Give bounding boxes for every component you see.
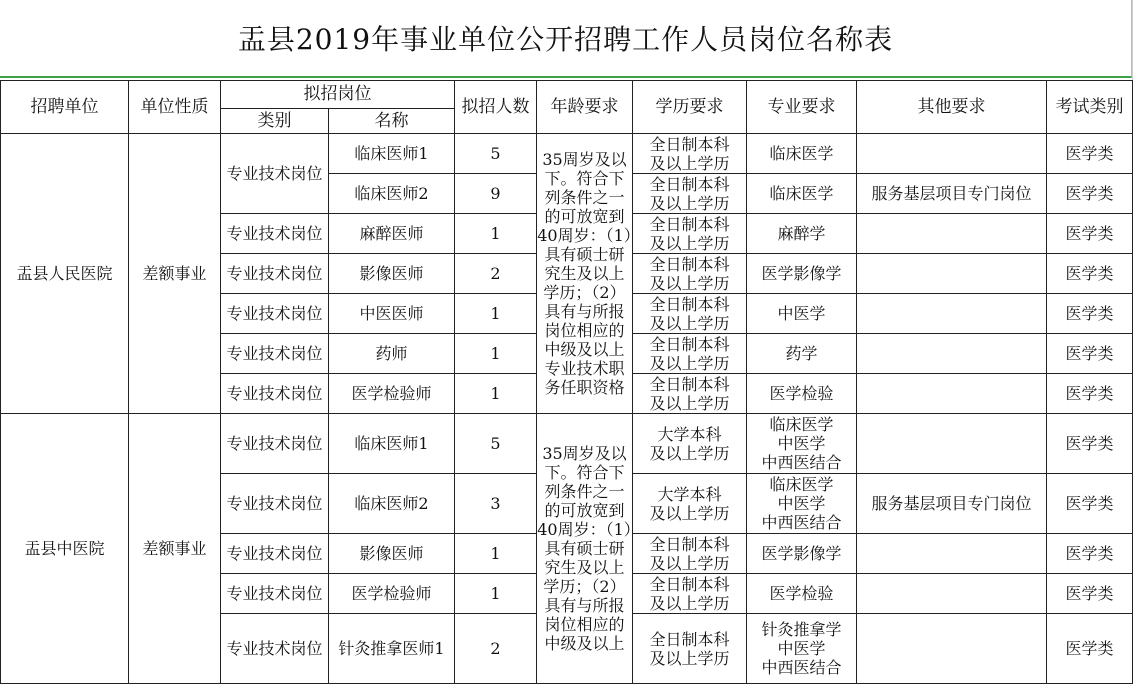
other-requirement-cell [857,214,1047,254]
category-cell: 专业技术岗位 [221,134,329,214]
exam-type-cell: 医学类 [1047,534,1133,574]
exam-type-cell: 医学类 [1047,254,1133,294]
name-cell: 临床医师1 [329,414,455,474]
other-requirement-cell [857,374,1047,414]
exam-type-cell: 医学类 [1047,294,1133,334]
education-cell: 全日制本科 及以上学历 [633,294,747,334]
header-category: 类别 [221,109,329,134]
exam-type-cell: 医学类 [1047,614,1133,684]
education-cell: 全日制本科 及以上学历 [633,374,747,414]
category-cell: 专业技术岗位 [221,614,329,684]
education-cell: 全日制本科 及以上学历 [633,334,747,374]
other-requirement-cell: 服务基层项目专门岗位 [857,474,1047,534]
name-cell: 麻醉医师 [329,214,455,254]
exam-type-cell: 医学类 [1047,334,1133,374]
education-cell: 全日制本科 及以上学历 [633,534,747,574]
education-cell: 大学本科 及以上学历 [633,414,747,474]
category-cell: 专业技术岗位 [221,334,329,374]
category-cell: 专业技术岗位 [221,294,329,334]
major-cell: 麻醉学 [747,214,857,254]
major-cell: 医学检验 [747,374,857,414]
education-cell: 全日制本科 及以上学历 [633,614,747,684]
count-cell: 5 [455,134,537,174]
name-cell: 针灸推拿医师1 [329,614,455,684]
category-cell: 专业技术岗位 [221,374,329,414]
header-position-group: 拟招岗位 [221,81,455,109]
exam-type-cell: 医学类 [1047,174,1133,214]
age-requirement-cell: 35周岁及以下。符合下列条件之一的可放宽到40周岁：（1）具有硕士研究生及以上学历；（2）具有与所报岗位相应的中级及以上专业技术职务任职资格 [537,134,633,414]
count-cell: 1 [455,294,537,334]
education-cell: 全日制本科 及以上学历 [633,574,747,614]
count-cell: 2 [455,614,537,684]
count-cell: 5 [455,414,537,474]
header-name: 名称 [329,109,455,134]
count-cell: 1 [455,534,537,574]
name-cell: 医学检验师 [329,374,455,414]
name-cell: 影像医师 [329,254,455,294]
count-cell: 3 [455,474,537,534]
age-requirement-cell: 35周岁及以下。符合下列条件之一的可放宽到40周岁：（1）具有硕士研究生及以上学历；（2）具有与所报岗位相应的中级及以上 [537,414,633,684]
name-cell: 临床医师2 [329,474,455,534]
header-unit: 招聘单位 [1,81,129,134]
education-cell: 全日制本科 及以上学历 [633,254,747,294]
major-cell: 医学影像学 [747,534,857,574]
name-cell: 临床医师2 [329,174,455,214]
major-cell: 临床医学 [747,134,857,174]
name-cell: 医学检验师 [329,574,455,614]
table-row [1,134,1133,174]
major-cell: 医学影像学 [747,254,857,294]
category-cell: 专业技术岗位 [221,474,329,534]
other-requirement-cell [857,334,1047,374]
other-requirement-cell: 服务基层项目专门岗位 [857,174,1047,214]
header-age: 年龄要求 [537,81,633,134]
other-requirement-cell [857,134,1047,174]
education-cell: 全日制本科 及以上学历 [633,134,747,174]
header-education: 学历要求 [633,81,747,134]
count-cell: 1 [455,574,537,614]
major-cell: 针灸推拿学 中医学 中西医结合 [747,614,857,684]
other-requirement-cell [857,414,1047,474]
count-cell: 2 [455,254,537,294]
exam-type-cell: 医学类 [1047,374,1133,414]
name-cell: 药师 [329,334,455,374]
header-nature: 单位性质 [129,81,221,134]
nature-cell: 差额事业 [129,414,221,684]
header-count: 拟招人数 [455,81,537,134]
header-exam: 考试类别 [1047,81,1133,134]
education-cell: 全日制本科 及以上学历 [633,174,747,214]
other-requirement-cell [857,614,1047,684]
unit-cell: 盂县人民医院 [1,134,129,414]
category-cell: 专业技术岗位 [221,254,329,294]
header-row-1 [1,81,1133,109]
major-cell: 中医学 [747,294,857,334]
count-cell: 1 [455,334,537,374]
category-cell: 专业技术岗位 [221,574,329,614]
positions-table [0,80,1133,684]
major-cell: 医学检验 [747,574,857,614]
count-cell: 1 [455,374,537,414]
exam-type-cell: 医学类 [1047,134,1133,174]
name-cell: 中医医师 [329,294,455,334]
major-cell: 临床医学 中医学 中西医结合 [747,474,857,534]
header-other: 其他要求 [857,81,1047,134]
unit-cell: 盂县中医院 [1,414,129,684]
other-requirement-cell [857,534,1047,574]
major-cell: 临床医学 [747,174,857,214]
exam-type-cell: 医学类 [1047,574,1133,614]
category-cell: 专业技术岗位 [221,414,329,474]
category-cell: 专业技术岗位 [221,534,329,574]
table-row [1,414,1133,474]
count-cell: 1 [455,214,537,254]
major-cell: 临床医学 中医学 中西医结合 [747,414,857,474]
exam-type-cell: 医学类 [1047,214,1133,254]
other-requirement-cell [857,294,1047,334]
exam-type-cell: 医学类 [1047,474,1133,534]
name-cell: 临床医师1 [329,134,455,174]
category-cell: 专业技术岗位 [221,214,329,254]
exam-type-cell: 医学类 [1047,414,1133,474]
other-requirement-cell [857,574,1047,614]
education-cell: 大学本科 及以上学历 [633,474,747,534]
count-cell: 9 [455,174,537,214]
other-requirement-cell [857,254,1047,294]
header-major: 专业要求 [747,81,857,134]
major-cell: 药学 [747,334,857,374]
nature-cell: 差额事业 [129,134,221,414]
education-cell: 全日制本科 及以上学历 [633,214,747,254]
name-cell: 影像医师 [329,534,455,574]
page-title: 盂县2019年事业单位公开招聘工作人员岗位名称表 [237,23,894,56]
title-bar [0,0,1132,78]
